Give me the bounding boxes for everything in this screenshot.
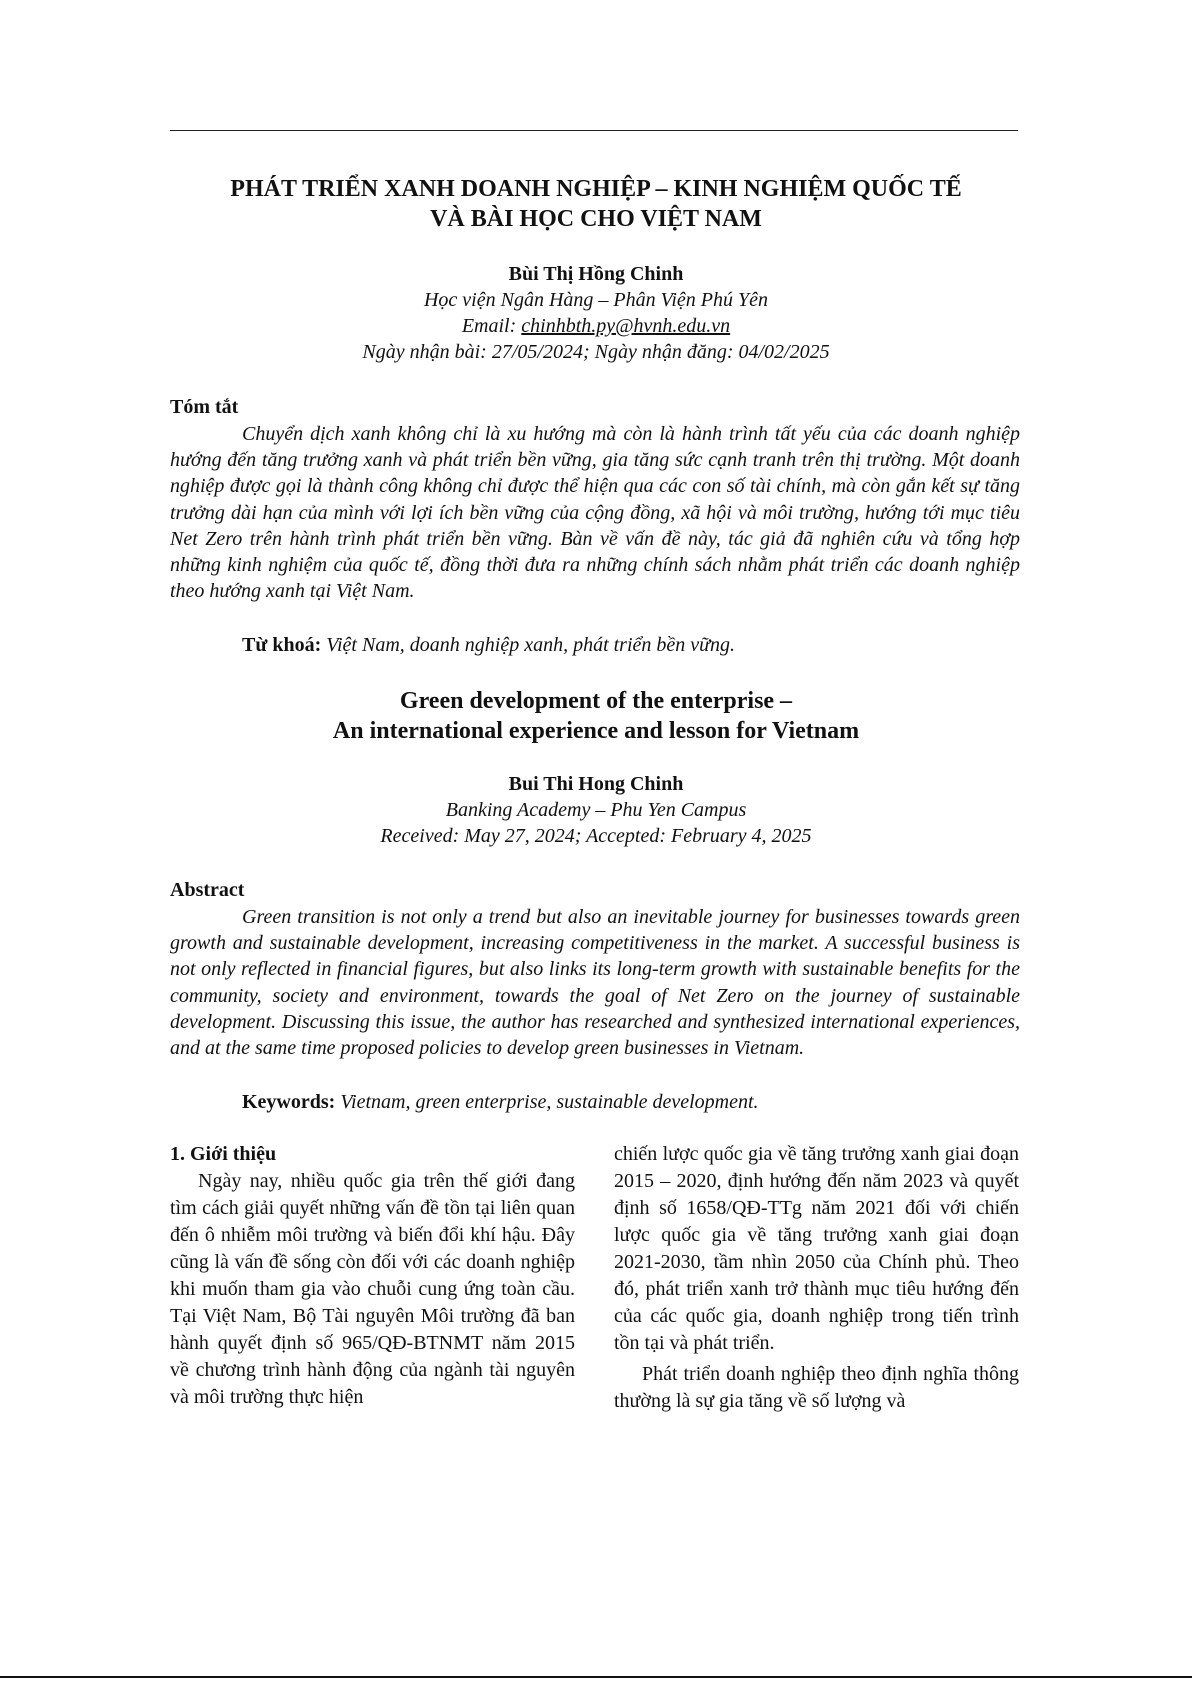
intro-paragraph-1: Ngày nay, nhiều quốc gia trên thế giới đang tìm cách giải quyết những vấn đề tồn tại liên quan đến ô nhiễm môi trường và biến đổi khí hậu. Đây cũng là vấn đề sống còn đối với các doanh nghiệp khi muốn tham gia vào chuỗi cung ứng toàn cầu. Tại Việt Nam, Bộ Tài nguyên Môi trường đã ban hành quyết định số 965/QĐ-BTNMT năm 2015 về chương trình hành động của ngành tài nguyên và môi trường thực hiện xyxy=(170,1170,575,1408)
summary-heading: Tóm tắt xyxy=(170,396,239,418)
intro-paragraph-1-continued: chiến lược quốc gia về tăng trưởng xanh giai đoạn 2015 – 2020, định hướng đến năm 2023 và quyết định số 1658/QĐ-TTg năm 2021 đối với chiến lược quốc gia về tăng trưởng xanh giai đoạn 2021-2030, tầm nhìn 2050 của Chính phủ. Theo đó, phát triển xanh trở thành mục tiêu hướng đến của các quốc gia, doanh nghiệp trong tiến trình tồn tại và phát triển. xyxy=(614,1143,1019,1354)
keywords-label: Từ khoá: xyxy=(242,634,322,656)
abstract-heading: Abstract xyxy=(170,879,245,901)
english-title-line-1: Green development of the enterprise – xyxy=(399,688,793,714)
footer-rule xyxy=(0,1676,1192,1678)
english-dates: Received: May 27, 2024; Accepted: February 4, 2025 xyxy=(380,825,812,847)
vietnamese-title xyxy=(160,174,1032,234)
english-affiliation: Banking Academy – Phu Yen Campus xyxy=(445,799,747,821)
received-dates: Ngày nhận bài: 27/05/2024; Ngày nhận đăng: 04/02/2025 xyxy=(362,341,830,363)
author-name: Bùi Thị Hồng Chinh xyxy=(508,263,684,285)
english-keywords-value: Vietnam, green enterprise, sustainable development. xyxy=(335,1091,759,1113)
header-rule xyxy=(170,130,1018,131)
english-author-name: Bui Thi Hong Chinh xyxy=(508,773,684,795)
english-keywords-label: Keywords: xyxy=(242,1091,336,1113)
english-keywords xyxy=(242,1089,759,1115)
keywords-value: Việt Nam, doanh nghiệp xanh, phát triển bền vững. xyxy=(321,634,736,656)
body-column-right xyxy=(614,1141,1019,1415)
vietnamese-author-block xyxy=(160,261,1032,365)
author-email xyxy=(160,313,1032,339)
email-label: Email: xyxy=(461,315,522,337)
email-link[interactable]: chinhbth.py@hvnh.edu.vn xyxy=(521,315,731,337)
vietnamese-title-line-1: PHÁT TRIỂN XANH DOANH NGHIỆP – KINH NGHIỆM QUỐC TẾ xyxy=(230,176,962,202)
author-affiliation: Học viện Ngân Hàng – Phân Viện Phú Yên xyxy=(423,289,768,311)
intro-paragraph-2: Phát triển doanh nghiệp theo định nghĩa thông thường là sự gia tăng về số lượng và xyxy=(614,1363,1019,1412)
section-1-heading: 1. Giới thiệu xyxy=(170,1143,277,1165)
english-author-block xyxy=(160,771,1032,849)
vietnamese-keywords xyxy=(242,632,735,658)
abstract-body: Green transition is not only a trend but also an inevitable journey for businesses towards green growth and sustainable development, increasing competitiveness in the market. A successful business is not only reflected in financial figures, but also links its long-term growth with sustainable benefits for the community, society and environment, towards the goal of Net Zero on the journey of sustainable development. Discussing this issue, the author has researched and synthesized international experiences, and at the same time proposed policies to develop green businesses in Vietnam. xyxy=(170,906,1020,1060)
english-title-line-2: An international experience and lesson for Vietnam xyxy=(332,718,860,744)
summary-body: Chuyển dịch xanh không chỉ là xu hướng mà còn là hành trình tất yếu của các doanh nghiệp hướng đến tăng trưởng xanh và phát triển bền vững, gia tăng sức cạnh tranh trên thị trường. Một doanh nghiệp được gọi là thành công không chỉ được thể hiện qua các con số tài chính, mà còn gắn kết sự tăng trưởng dài hạn của mình với lợi ích bền vững của cộng đồng, xã hội và môi trường, hướng tới mục tiêu Net Zero trên hành trình phát triển bền vững. Bàn về vấn đề này, tác giả đã nghiên cứu và tổng hợp những kinh nghiệm của quốc tế, đồng thời đưa ra những chính sách nhằm phát triển các doanh nghiệp theo hướng xanh tại Việt Nam. xyxy=(170,423,1020,603)
vietnamese-title-line-2: VÀ BÀI HỌC CHO VIỆT NAM xyxy=(430,206,762,232)
body-column-left xyxy=(170,1141,575,1411)
english-title xyxy=(160,686,1032,746)
